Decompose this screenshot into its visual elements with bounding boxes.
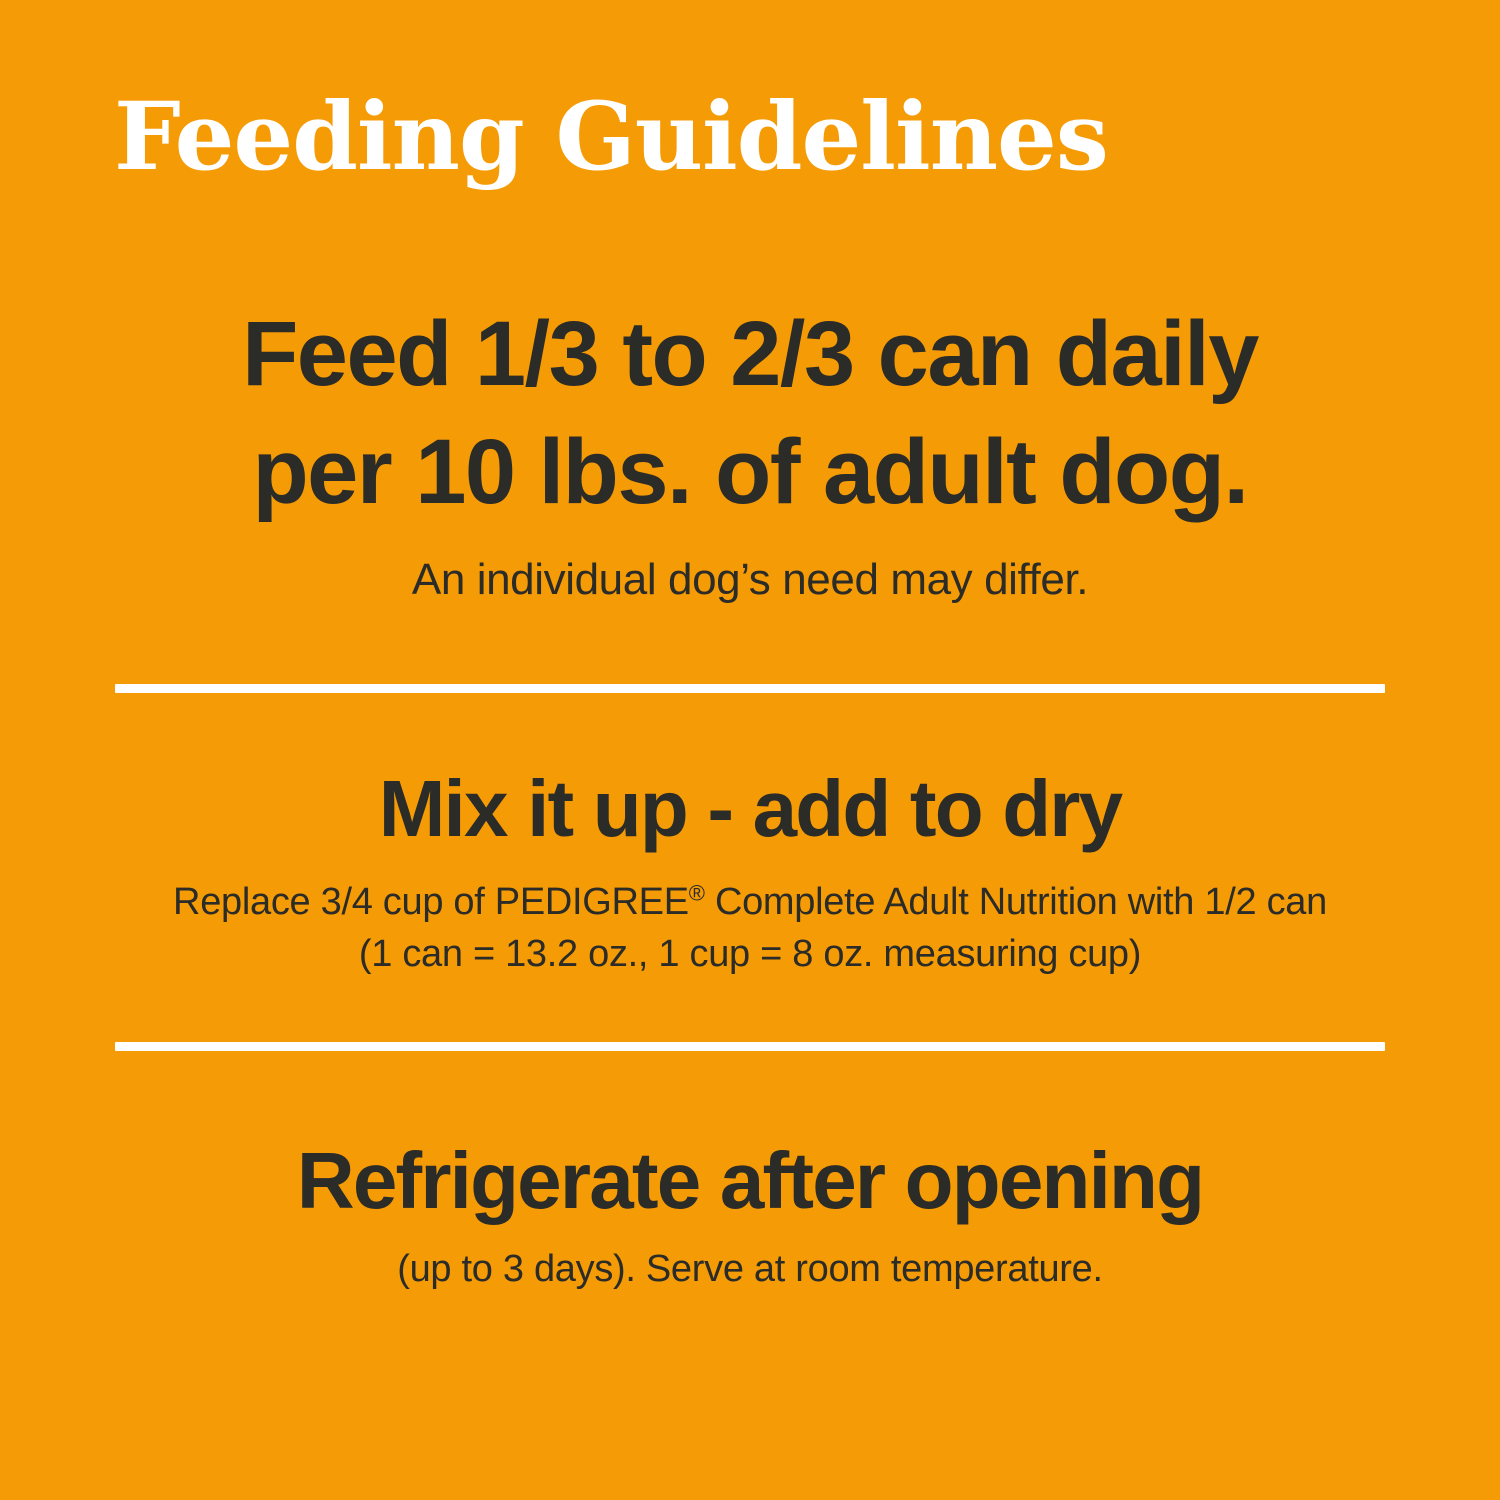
mix-it-up-subtext-line1-before: Replace 3/4 cup of PEDIGREE	[173, 881, 689, 924]
refrigerate-headline: Refrigerate after opening	[296, 1135, 1204, 1225]
refrigerate-subtext: (up to 3 days). Serve at room temperature.	[397, 1247, 1103, 1290]
daily-feeding-headline-line1: Feed 1/3 to 2/3 can daily	[242, 303, 1258, 405]
mix-it-up-subtext-line2: (1 can = 13.2 oz., 1 cup = 8 oz. measuring cup)	[358, 932, 1142, 975]
mix-it-up-subtext-line1-after: Complete Adult Nutrition with 1/2 can	[704, 881, 1327, 924]
page-title: Feeding Guidelines	[114, 82, 1108, 192]
mix-it-up-subtext-line1	[110, 877, 1390, 928]
mix-it-up-subtext	[110, 877, 1390, 980]
section-mix-it-up	[110, 764, 1390, 980]
divider-rule-2	[115, 1042, 1385, 1051]
section-daily-feeding	[110, 296, 1390, 606]
mix-it-up-headline: Mix it up - add to dry	[378, 764, 1122, 854]
divider-rule-1	[115, 684, 1385, 693]
section-refrigerate	[110, 1135, 1390, 1294]
daily-feeding-headline-line2: per 10 lbs. of adult dog.	[252, 420, 1248, 523]
daily-feeding-headline	[110, 296, 1390, 532]
registered-trademark-icon: ®	[688, 880, 705, 906]
daily-feeding-subtext: An individual dog’s need may differ.	[411, 554, 1089, 604]
